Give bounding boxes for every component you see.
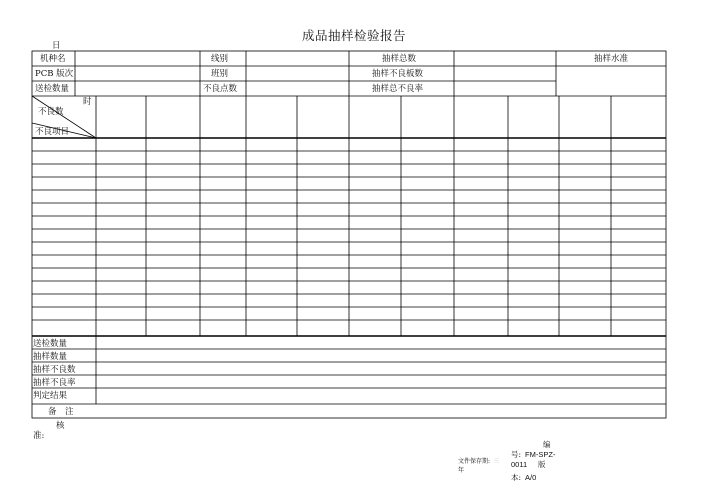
bian-label: 编 <box>543 440 551 449</box>
pcb-version-label: PCB 版次 <box>35 69 74 79</box>
defect-item-label: 不良项目 <box>35 127 70 137</box>
shift-label: 班别 <box>211 69 229 79</box>
doc-no-2: 0011 <box>511 460 528 469</box>
line-label: 线别 <box>211 54 229 64</box>
retention-label: 文件保存期: 三 <box>458 458 500 465</box>
defect-points-label: 不良点数 <box>203 84 238 94</box>
summary-sample-qty: 抽样数量 <box>33 352 68 362</box>
remarks-label: 备 注 <box>48 407 74 417</box>
model-name-label: 机种名 <box>40 54 66 64</box>
defect-boards-label: 抽样不良板数 <box>372 69 424 79</box>
defect-count-label: 不良数 <box>38 107 64 117</box>
summary-judgement: 判定结果 <box>33 391 68 401</box>
page-title: 成品抽样检验报告 <box>301 28 406 43</box>
summary-sample-defects: 抽样不良数 <box>33 365 76 375</box>
retention-unit: 年 <box>458 467 465 474</box>
summary-submitted-qty: 送检数量 <box>33 339 68 349</box>
submitted-qty-label: 送检数量 <box>35 84 70 94</box>
date-label: 日 <box>52 41 61 51</box>
ban-label: 版 <box>538 460 546 469</box>
total-defect-rate-label: 抽样总不良率 <box>372 84 424 94</box>
version: 本: A/0 <box>511 473 537 482</box>
sample-total-label: 抽样总数 <box>382 54 417 64</box>
doc-no: 号: FM-SPZ- <box>511 450 556 459</box>
sampling-level-label: 抽样水准 <box>594 54 629 64</box>
approve-label-2: 准: <box>33 431 45 441</box>
summary-defect-rate: 抽样不良率 <box>33 378 76 388</box>
approve-label-1: 核 <box>56 421 65 431</box>
time-label: 时 <box>83 97 92 107</box>
